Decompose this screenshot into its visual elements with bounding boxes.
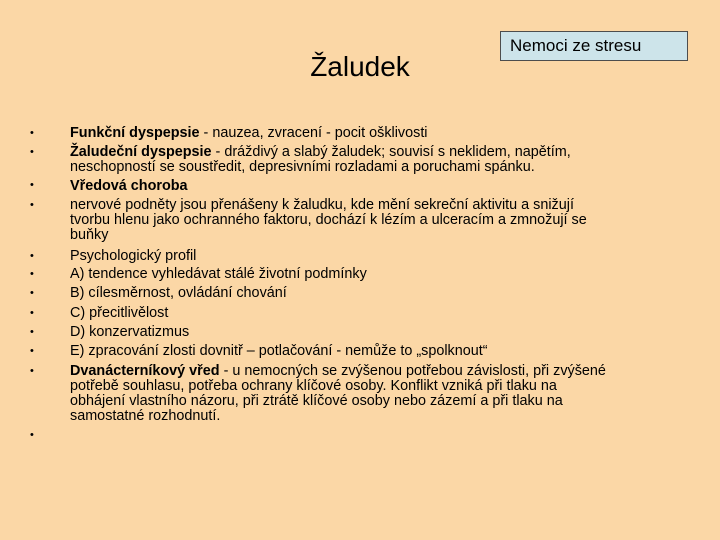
bullet-marker: • [30, 146, 34, 158]
bullet-item: C) přecitlivělost [70, 305, 169, 321]
bullet-marker: • [30, 287, 34, 299]
bullet-marker: • [30, 429, 34, 441]
bullet-marker: • [30, 365, 34, 377]
bullet-text-line: buňky [70, 227, 109, 243]
bullet-text-line: obhájení vlastního názoru, při ztrátě klíčové osoby nebo zázemí a při tlaku na [70, 393, 563, 409]
bullet-marker: • [30, 345, 34, 357]
bullet-item [70, 126, 680, 141]
bullet-text-line: samostatné rozhodnutí. [70, 408, 221, 424]
bullet-item: D) konzervatizmus [70, 324, 190, 340]
bullet-text: - nauzea, zvracení - pocit ošklivosti [199, 125, 428, 141]
bullet-heading: Žaludeční dyspepsie [70, 144, 212, 160]
bullet-text: - u nemocných se zvýšenou potřebou závislosti, při zvýšené [219, 363, 606, 379]
bullet-item: B) cílesměrnost, ovládání chování [70, 285, 287, 301]
bullet-item [70, 364, 680, 379]
topic-label-box: Nemoci ze stresu [500, 31, 688, 61]
bullet-marker: • [30, 250, 34, 262]
bullet-heading: Dvanácterníkový vřed [70, 363, 220, 379]
bullet-marker: • [30, 307, 34, 319]
slide-title: Žaludek [310, 51, 410, 82]
bullet-text-line: tvorbu hlenu jako ochranného faktoru, dochází k lézím a ulceracím a zmnožují se [70, 212, 587, 228]
bullet-marker: • [30, 127, 34, 139]
bullet-item: E) zpracování zlosti dovnitř – potlačování - nemůže to „spolknout“ [70, 343, 488, 359]
bullet-marker: • [30, 199, 34, 211]
bullet-marker: • [30, 326, 34, 338]
bullet-marker: • [30, 179, 34, 191]
bullet-item: nervové podněty jsou přenášeny k žaludku, kde mění sekreční aktivitu a snižují [70, 197, 574, 213]
bullet-item [70, 179, 680, 194]
bullet-heading: Funkční dyspepsie [70, 125, 200, 141]
bullet-marker: • [30, 268, 34, 280]
bullet-text-line: potřebě souhlasu, potřeba ochrany klíčové osoby. Konflikt vzniká při tlaku na [70, 378, 557, 394]
bullet-heading: Vředová choroba [70, 178, 188, 194]
bullet-item: A) tendence vyhledávat stálé životní podmínky [70, 266, 367, 282]
bullet-item [70, 145, 680, 160]
bullet-text-line: neschopností se soustředit, depresivními rozladami a poruchami spánku. [70, 159, 535, 175]
bullet-text: - dráždivý a slabý žaludek; souvisí s neklidem, napětím, [211, 144, 571, 160]
bullet-item: Psychologický profil [70, 248, 197, 264]
